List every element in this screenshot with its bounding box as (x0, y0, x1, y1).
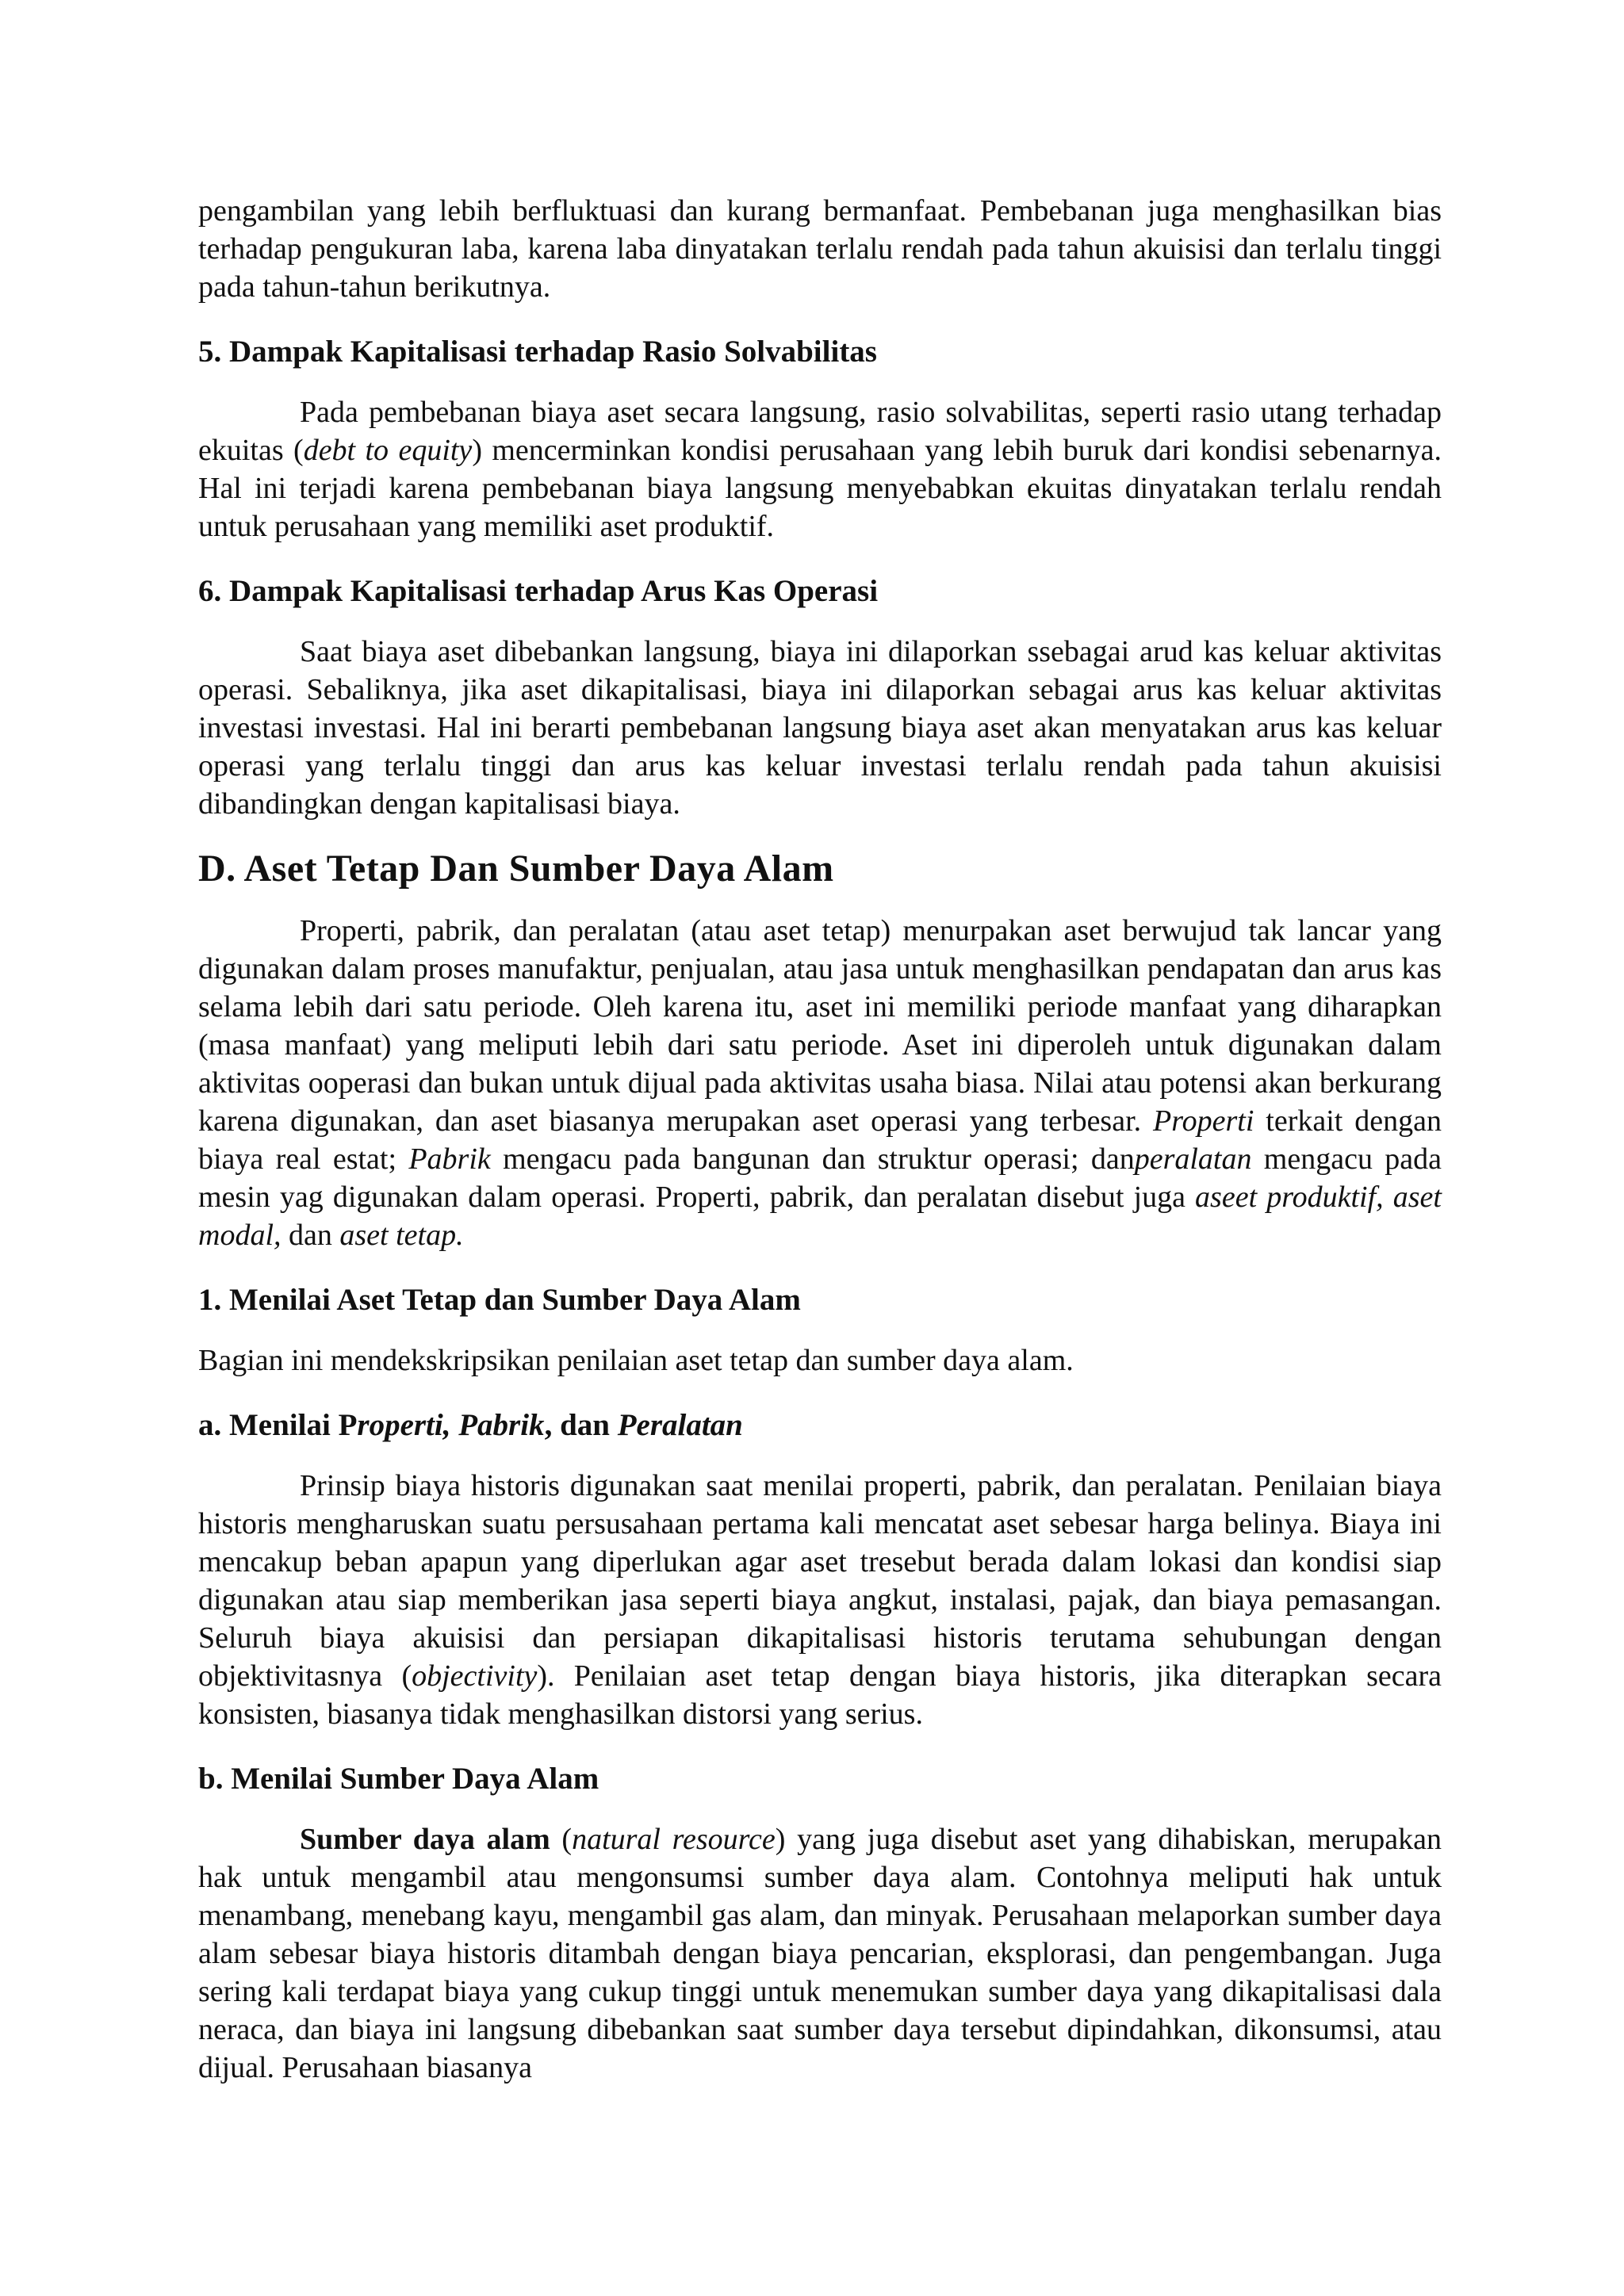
pa-text-a: Prinsip biaya historis digunakan saat menilai properti, pabrik, dan peralatan. Penilaian biaya historis mengharuskan suatu persusahaan pertama kali mencatat aset sebesar harga belinya. Biaya ini mencakup beban apapun yang diperlukan agar aset tresebut berada dalam lokasi dan kondisi siap digunakan atau siap memberikan jasa seperti biaya angkut, instalasi, pajak, dan biaya pemasangan. Seluruh biaya akuisisi dan persiapan dikapitalisasi historis terutama sehubungan dengan objektivitasnya ( (198, 1469, 1442, 1693)
heading-subsection-a (198, 1406, 1442, 1445)
ha-text-a: a. Menilai P (198, 1408, 358, 1442)
heading-subsection-1: 1. Menilai Aset Tetap dan Sumber Daya Alam (198, 1283, 801, 1317)
pb-text-d: ) yang juga disebut aset yang dihabiskan, merupakan hak untuk mengambil atau mengonsumsi sumber daya alam. Contohnya meliputi hak untuk menambang, menebang kayu, mengambil gas alam, dan minyak. Perusahaan melaporkan sumber daya alam sebesar biaya historis ditambah dengan biaya pencarian, eksplorasi, dan pengembangan. Juga sering kali terdapat biaya yang cukup tinggi untuk menemukan sumber daya yang dikapitalisasi dala neraca, dan biaya ini langsung dibebankan saat sumber daya tersebut dipindahkan, dikonsumsi, atau dijual. Perusahaan biasanya (198, 1823, 1442, 2084)
heading-section-d: D. Aset Tetap Dan Sumber Daya Alam (198, 848, 834, 890)
paragraph-intro-continued: pengambilan yang lebih berfluktuasi dan kurang bermanfaat. Pembebanan juga menghasilkan bias terhadap pengukuran laba, karena laba dinyatakan terlalu rendah pada tahun akuisisi dan terlalu tinggi pada tahun-tahun berikutnya. (198, 194, 1442, 304)
paragraph-subsection-1: Bagian ini mendekskripsikan penilaian aset tetap dan sumber daya alam. (198, 1344, 1074, 1377)
p5-term-debt-to-equity: debt to equity (303, 434, 473, 467)
p5-text-a: Pada pembebanan biaya aset secara langsung, rasio solvabilitas, seperti rasio utang terhadap ekuitas ( (198, 396, 1442, 467)
ha-term-properti-pabrik: roperti, Pabrik (357, 1408, 545, 1442)
paragraph-subsection-b (198, 1820, 1442, 2087)
pd-text-c: terkait dengan biaya real estat; (198, 1104, 1442, 1176)
pb-term-natural-resource: natural resource (572, 1823, 776, 1856)
pd-term-aseet-produktif: aseet produktif, aset modal, (198, 1181, 1442, 1252)
pd-text-a: Properti, pabrik, dan peralatan (atau aset tetap) menurpakan aset berwujud tak lancar yang digunakan dalam proses manufaktur, penjualan, atau jasa untuk menghasilkan pendapatan dan arus kas selama lebih dari satu periode. Oleh karena itu, aset ini memiliki periode manfaat yang diharapkan (masa manfaat) yang meliputi lebih dari satu periode. Aset ini diperoleh untuk digunakan dalam aktivitas ooperasi dan bukan untuk dijual pada aktivitas usaha biasa. Nilai atau potensi akan berkurang karena digunakan, dan aset biasanya merupakan aset operasi yang terbesar. (198, 914, 1442, 1138)
ha-text-c: , dan (544, 1408, 618, 1442)
paragraph-section-5 (198, 393, 1442, 545)
pa-term-objectivity: objectivity (412, 1659, 538, 1693)
pd-term-pabrik: Pabrik (408, 1142, 491, 1176)
pa-text-c: ). Penilaian aset tetap dengan biaya historis, jika diterapkan secara konsisten, biasanya tidak menghasilkan distorsi yang serius. (198, 1659, 1442, 1731)
heading-section-5: 5. Dampak Kapitalisasi terhadap Rasio Solvabilitas (198, 335, 877, 369)
pd-text-e: mengacu pada bangunan dan struktur operasi; dan (490, 1142, 1135, 1176)
paragraph-subsection-a (198, 1467, 1442, 1733)
paragraph-section-d (198, 912, 1442, 1254)
heading-section-6: 6. Dampak Kapitalisasi terhadap Arus Kas Operasi (198, 574, 879, 608)
paragraph-section-6: Saat biaya aset dibebankan langsung, biaya ini dilaporkan ssebagai arud kas keluar aktivitas operasi. Sebaliknya, jika aset dikapitalisasi, biaya ini dilaporkan sebagai arus kas keluar aktivitas investasi investasi. Hal ini berarti pembebanan langsung biaya aset akan menyatakan arus kas keluar operasi yang terlalu tinggi dan arus kas keluar investasi terlalu rendah pada tahun akuisisi dibandingkan dengan kapitalisasi biaya. (198, 635, 1442, 821)
pd-term-aset-tetap: aset tetap. (339, 1219, 464, 1252)
p5-text-c: ) mencerminkan kondisi perusahaan yang lebih buruk dari kondisi sebenarnya. Hal ini terjadi karena pembebanan biaya langsung menyebabkan ekuitas dinyatakan terlalu rendah untuk perusahaan yang memiliki aset produktif. (198, 434, 1442, 543)
pd-term-properti: Properti (1153, 1104, 1254, 1138)
ha-term-peralatan: Peralatan (617, 1408, 743, 1442)
pd-term-peralatan: peralatan (1134, 1142, 1252, 1176)
heading-subsection-b: b. Menilai Sumber Daya Alam (198, 1762, 599, 1796)
pb-text-b: ( (550, 1823, 573, 1856)
document-page (198, 192, 1442, 2087)
pd-text-g: mengacu pada mesin yag digunakan dalam operasi. Properti, pabrik, dan peralatan disebut juga (198, 1142, 1442, 1214)
pb-term-sumber-daya-alam: Sumber daya alam (300, 1823, 550, 1856)
pd-text-i: dan (281, 1219, 340, 1252)
